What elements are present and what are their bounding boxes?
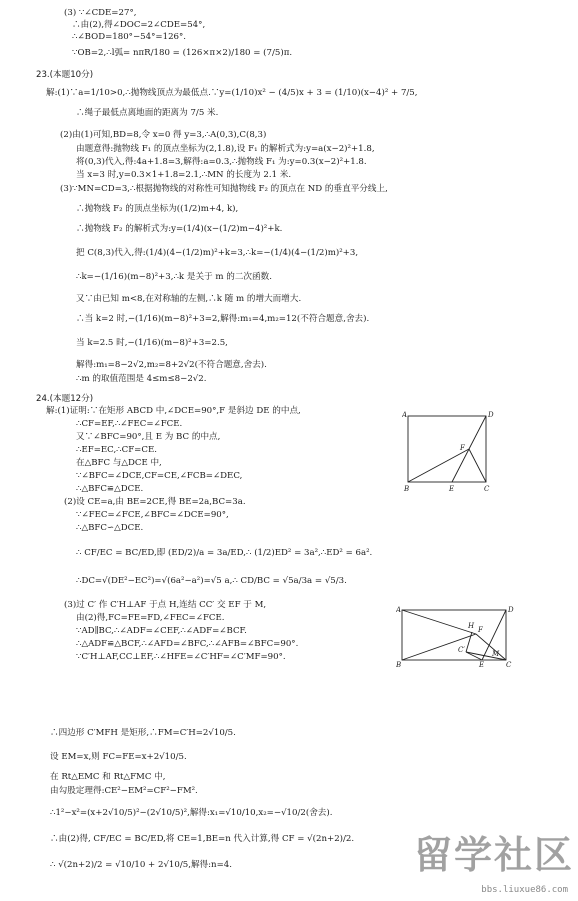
label-c1: C′ (458, 646, 465, 654)
question-heading-24: 24.(本题12分) (36, 394, 94, 404)
text-line: (2)由(1)可知,BD=8,令 x=0 得 y=3,∴A(0,3),C(8,3) (60, 130, 267, 140)
text-line: ∴ CF/EC = BC/ED,即 (ED/2)/a = 3a/ED,∴ (1/2)ED² = 3a²,∴ED² = 6a². (76, 548, 373, 558)
label-h: H (468, 622, 475, 630)
label-f: F (478, 626, 483, 634)
label-a: A (396, 606, 402, 614)
text-line: ∴抛物线 F₂ 的顶点坐标为((1/2)m+4, k), (76, 204, 239, 214)
text-line: 将(0,3)代入,得:4a+1.8=3,解得:a=0.3,∴抛物线 F₁ 为:y=0.3(x−2)²+1.8. (76, 157, 367, 167)
text-line: ∴EF=EC,∴CF=CE. (76, 445, 157, 455)
text-line: ∴绳子最低点离地面的距离为 7/5 米. (76, 108, 219, 118)
text-line: ∴∠BOD=180°−54°=126°. (72, 32, 187, 42)
segment-af (402, 610, 476, 634)
segment-c1h (466, 632, 472, 652)
text-line: 在 Rt△EMC 和 Rt△FMC 中, (50, 772, 166, 782)
text-line: 由题意得:抛物线 F₁ 的顶点坐标为(2,1.8),设 F₁ 的解析式为:y=a(x−2)²+1.8, (76, 144, 375, 154)
question-heading-23: 23.(本题10分) (36, 70, 94, 80)
text-line: ∵∠FEC=∠FCE,∠BFC=∠DCE=90°, (76, 510, 229, 520)
text-line: ∵∠BFC=∠DCE,CF=CE,∠FCB=∠DEC, (76, 471, 243, 481)
text-line: ∴当 k=2 时,−(1/16)(m−8)²+3=2,解得:m₁=4,m₂=12(不符合题意,舍去). (76, 314, 370, 324)
text-line: ∴DC=√(DE²−EC²)=√(6a²−a²)=√5 a,∴ CD/BC = √5a/3a = √5/3. (76, 576, 347, 586)
text-line: ∴△BFC≌△DCE. (76, 484, 144, 494)
text-line: 把 C(8,3)代入,得:(1/4)(4−(1/2)m)²+k=3,∴k=−(1/4)(4−(1/2)m)²+3, (76, 248, 359, 258)
segment-cf (469, 449, 486, 482)
figure-2 (396, 606, 516, 668)
text-line: ∵OB=2,∴l弧= nπR/180 = (126×π×2)/180 = (7/5)π. (72, 48, 293, 58)
label-m: M (492, 650, 500, 658)
label-f: F (460, 444, 465, 452)
watermark-url: bbs.liuxue86.com (481, 885, 568, 895)
text-line: ∵AD∥BC,∴∠ADF=∠CEF,∴∠ADF=∠BCF. (76, 626, 247, 636)
text-line: 又∵∠BFC=90°,且 E 为 BC 的中点, (76, 432, 221, 442)
text-line: ∴四边形 C′MFH 是矩形,∴FM=C′H=2√10/5. (50, 728, 236, 738)
label-e: E (449, 485, 455, 492)
label-e: E (479, 661, 485, 668)
text-line: ∴m 的取值范围是 4≤m≤8−2√2. (76, 374, 207, 384)
text-line: ∴△ADF≌△BCF,∴∠AFD=∠BFC,∴∠AFB=∠BFC=90°. (76, 639, 299, 649)
text-line: 解:(1)证明:∵在矩形 ABCD 中,∠DCE=90°,F 是斜边 DE 的中点, (46, 406, 301, 416)
segment-bf (408, 449, 469, 482)
text-line: 解:(1)∵a=1/10>0,∴抛物线顶点为最低点.∵y=(1/10)x² − (4/5)x + 3 = (1/10)(x−4)² + 7/5, (46, 88, 418, 98)
text-line: 又∵由已知 m<8,在对称轴的左侧,∴k 随 m 的增大而增大. (76, 294, 302, 304)
text-line: ∴抛物线 F₂ 的解析式为:y=(1/4)(x−(1/2)m−4)²+k. (76, 224, 283, 234)
text-line: 在△BFC 与△DCE 中, (76, 458, 162, 468)
text-line: ∴CF=EF,∴∠FEC=∠FCE. (76, 419, 183, 429)
text-line: ∴ √(2n+2)/2 = √10/10 + 2√10/5,解得:n=4. (50, 860, 232, 870)
text-line: (3) ∵∠CDE=27°, (64, 8, 137, 18)
watermark-logo: 留学社区 (413, 833, 574, 877)
text-line: (2)设 CE=a,由 BE=2CE,得 BE=2a,BC=3a. (64, 497, 246, 507)
label-d: D (508, 606, 514, 614)
text-line: 由(2)得,FC=FE=FD,∠FEC=∠FCE. (76, 613, 225, 623)
text-line: ∴1²−x²=(x+2√10/5)²−(2√10/5)²,解得:x₁=√10/10,x₂=−√10/2(舍去). (50, 808, 333, 818)
label-c: C (506, 661, 512, 668)
label-b: B (404, 485, 410, 492)
text-line: ∴由(2),得∠DOC=2∠CDE=54°, (72, 20, 206, 30)
label-b: B (396, 661, 402, 668)
text-line: ∴△BFC∽△DCE. (76, 523, 144, 533)
label-d: D (488, 411, 494, 419)
text-line: 设 EM=x,则 FC=FE=x+2√10/5. (50, 752, 187, 762)
text-line: ∴k=−(1/16)(m−8)²+3,∴k 是关于 m 的二次函数. (76, 272, 272, 282)
rectangle-abcd (408, 416, 486, 482)
label-a: A (402, 411, 408, 419)
text-line: (3)∵MN=CD=3,∴根据抛物线的对称性可知抛物线 F₂ 的顶点在 ND 的垂直平分线上, (60, 184, 388, 194)
rectangle-abcd (402, 610, 506, 660)
text-line: 当 k=2.5 时,−(1/16)(m−8)²+3=2.5, (76, 338, 228, 348)
segment-cc1 (466, 652, 506, 660)
text-line: ∵C′H⊥AF,CC⊥EF,∴∠HFE=∠C′HF=∠C′MF=90°. (76, 652, 286, 662)
text-line: 当 x=3 时,y=0.3×1+1.8=2.1,∴MN 的长度为 2.1 米. (76, 170, 292, 180)
text-line: ∴由(2)得, CF/EC = BC/ED,将 CE=1,BE=n 代入计算,得 CF = √(2n+2)/2. (50, 834, 355, 844)
figure-1 (402, 410, 502, 492)
text-line: 由勾股定理得:CE²−EM²=CF²−FM². (50, 786, 198, 796)
text-line: (3)过 C′ 作 C′H⊥AF 于点 H,连结 CC′ 交 EF 于 M, (64, 600, 267, 610)
segment-fc (476, 634, 506, 660)
text-line: 解得:m₁=8−2√2,m₂=8+2√2(不符合题意,舍去). (76, 360, 267, 370)
label-c: C (484, 485, 490, 492)
